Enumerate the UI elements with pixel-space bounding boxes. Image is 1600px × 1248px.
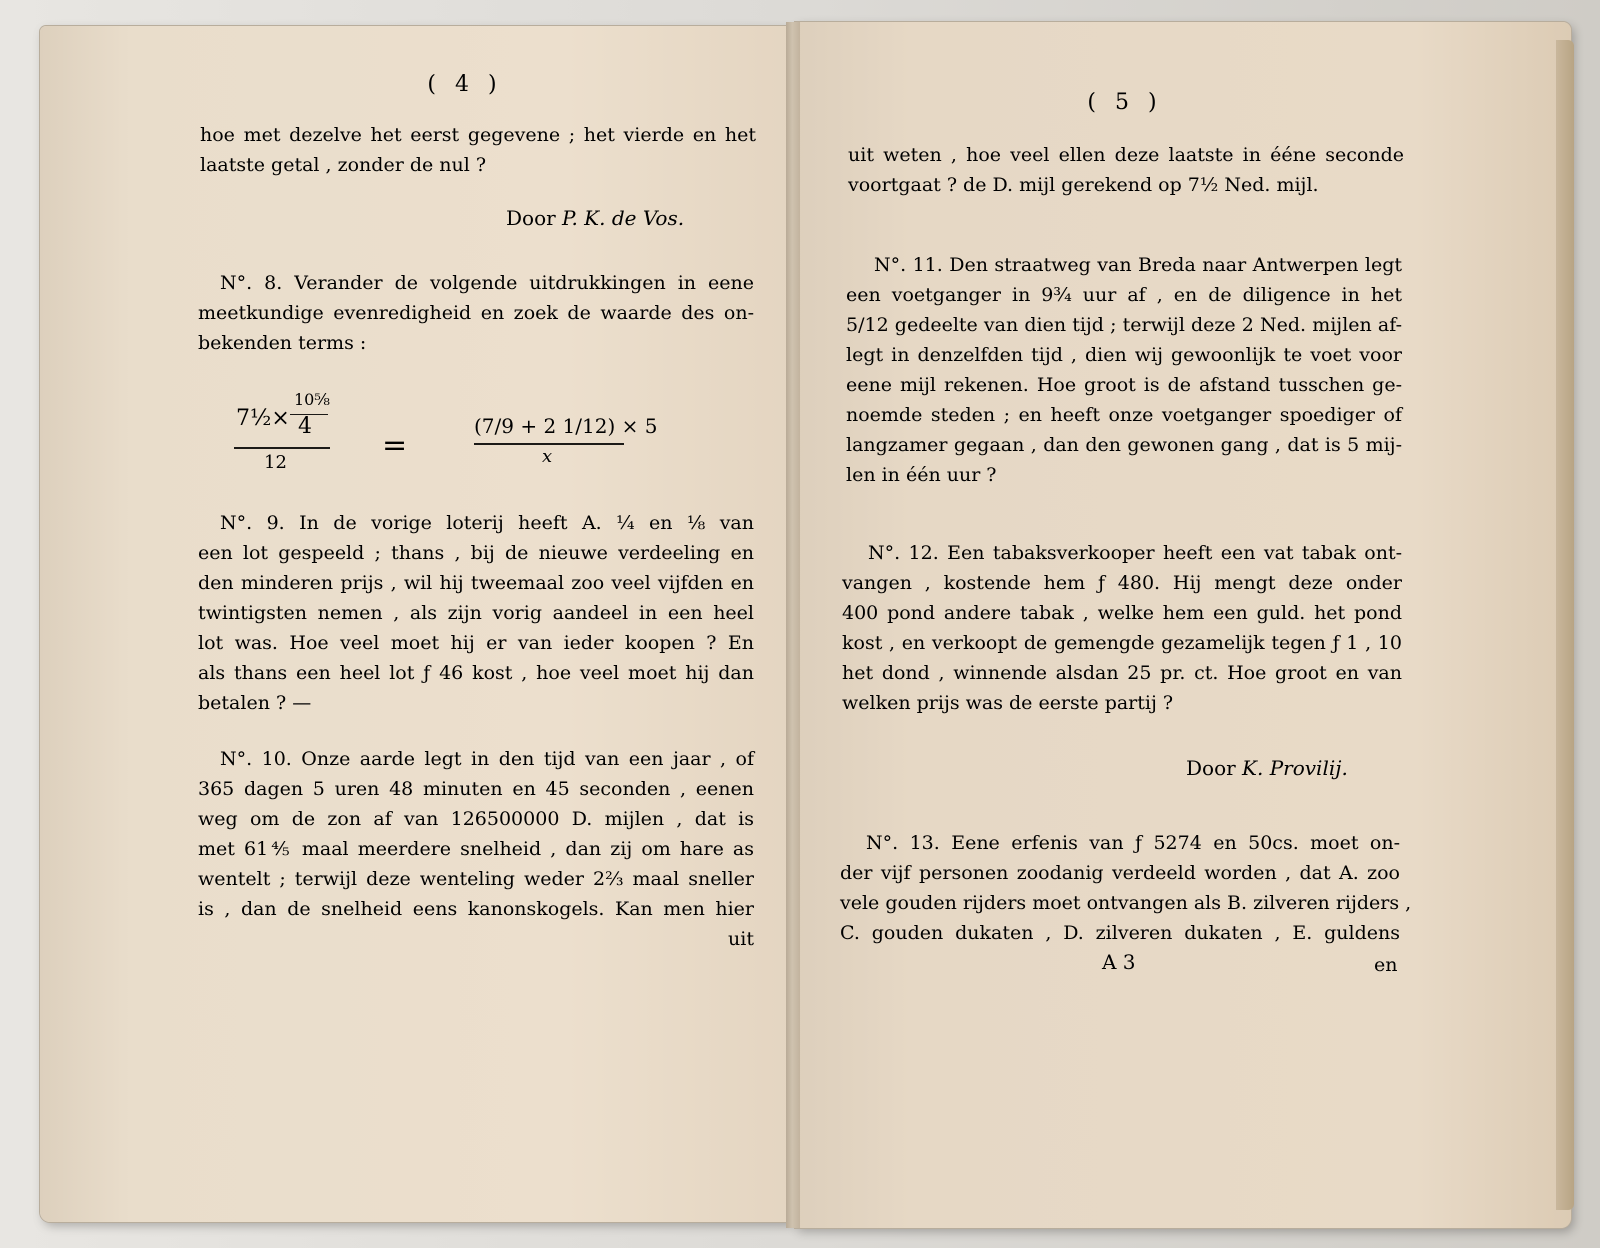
text-line: legt in denzelfden tijd , dien wij gewoonlijk te voet voor (846, 344, 1402, 366)
text-line: voortgaat ? de D. mijl gerekend op 7½ Ned. mijl. (848, 174, 1319, 196)
problem-10 (198, 744, 754, 954)
book-gutter (786, 22, 800, 1228)
formula-left-fraction-bar (234, 447, 330, 449)
problem-9 (198, 508, 754, 718)
formula-right-top: (7/9 + 2 1/12) × 5 (474, 414, 658, 438)
problem-13 (840, 828, 1412, 948)
formula-equals: = (382, 428, 408, 463)
text-line: het dond , winnende alsdan 25 pr. ct. Hoe groot en van (842, 662, 1402, 684)
catchword: uit (728, 928, 754, 950)
problem-11 (846, 250, 1402, 490)
text-line: N°. 9. In de vorige loterij heeft A. ¼ en ⅛ van (220, 512, 754, 534)
signature-prefix: Door (506, 206, 556, 230)
right-signature (1186, 756, 1348, 780)
text-line: bekenden terms : (198, 332, 367, 354)
formula-inner-numerator: 10⅝ (294, 390, 330, 409)
text-line: kost , en verkoopt de gemengde gezamelijk tegen ƒ 1 , 10 (842, 632, 1402, 654)
formula-right-bottom: x (542, 446, 553, 467)
formula-right-fraction-bar (474, 443, 624, 445)
text-line: len in één uur ? (846, 464, 997, 486)
text-line: eene mijl rekenen. Hoe groot is de afstand tusschen ge- (846, 374, 1402, 396)
signature-prefix: Door (1186, 756, 1236, 780)
text-line: met 61⅘ maal meerdere snelheid , dan zij om hare as (198, 838, 754, 860)
signature-name: K. Provilij. (1242, 756, 1348, 780)
text-line: is , dan de snelheid eens kanonskogels. Kan men hier (198, 898, 754, 920)
text-line: N°. 10. Onze aarde legt in den tijd van een jaar , of (220, 748, 754, 770)
text-line: weg om de zon af van 126500000 D. mijlen , dat is (198, 808, 754, 830)
text-line: C. gouden dukaten , D. zilveren dukaten , E. guldens (840, 922, 1400, 944)
text-line: vele gouden rijders moet ontvangen als B. zilveren rijders , (840, 892, 1412, 914)
left-continuation (200, 120, 756, 180)
text-line: vangen , kostende hem ƒ 480. Hij mengt deze onder (842, 572, 1402, 594)
text-line: 5/12 gedeelte van dien tijd ; terwijl deze 2 Ned. mijlen af- (846, 314, 1402, 336)
text-line: wentelt ; terwijl deze wenteling weder 2⅔ maal sneller (198, 868, 754, 890)
text-line: N°. 11. Den straatweg van Breda naar Antwerpen legt (874, 254, 1402, 276)
formula-inner-denominator: 4 (298, 414, 312, 439)
formula-left-bottom: 12 (264, 452, 287, 473)
text-line: laatste getal , zonder de nul ? (200, 154, 487, 176)
formula-left-top: 7½× (236, 406, 290, 431)
problem-8 (198, 268, 754, 358)
text-line: lot was. Hoe veel moet hij er van ieder koopen ? En (198, 632, 754, 654)
problem-12 (842, 538, 1402, 718)
text-line: meetkundige evenredigheid en zoek de waarde des on- (198, 302, 754, 324)
text-line: N°. 13. Eene erfenis van ƒ 5274 en 50cs. moet on- (866, 832, 1400, 854)
left-page-number: ( 4 ) (427, 72, 503, 97)
page-edge (1556, 40, 1574, 1210)
signature-mark: A 3 (1102, 950, 1136, 974)
text-line: den minderen prijs , wil hij tweemaal zoo veel vijfden en (198, 572, 754, 594)
right-catchword: en (1374, 954, 1398, 976)
text-line: als thans een heel lot ƒ 46 kost , hoe veel moet hij dan (198, 662, 754, 684)
text-line: noemde steden ; en heeft onze voetganger spoediger of (846, 404, 1402, 426)
text-line: N°. 8. Verander de volgende uitdrukkingen in eene (220, 272, 754, 294)
text-line: uit weten , hoe veel ellen deze laatste in ééne seconde (848, 144, 1404, 166)
text-line: hoe met dezelve het eerst gegevene ; het vierde en het (200, 124, 756, 146)
right-continuation (848, 140, 1404, 200)
right-page-number: ( 5 ) (1087, 90, 1163, 115)
text-line: der vijf personen zoodanig verdeeld worden , dat A. zoo (840, 862, 1400, 884)
text-line: betalen ? — (198, 692, 312, 714)
text-line: twintigsten nemen , als zijn vorig aandeel in een heel (198, 602, 754, 624)
left-signature (506, 206, 684, 230)
text-line: langzamer gegaan , dan den gewonen gang , dat is 5 mij- (846, 434, 1402, 456)
text-line: welken prijs was de eerste partij ? (842, 692, 1174, 714)
text-line: N°. 12. Een tabaksverkooper heeft een vat tabak ont- (868, 542, 1402, 564)
text-line: een lot gespeeld ; thans , bij de nieuwe verdeeling en (198, 542, 754, 564)
text-line: 365 dagen 5 uren 48 minuten en 45 seconden , eenen (198, 778, 754, 800)
text-line: 400 pond andere tabak , welke hem een guld. het pond (842, 602, 1402, 624)
signature-name: P. K. de Vos. (562, 206, 685, 230)
text-line: een voetganger in 9¾ uur af , en de diligence in het (846, 284, 1402, 306)
